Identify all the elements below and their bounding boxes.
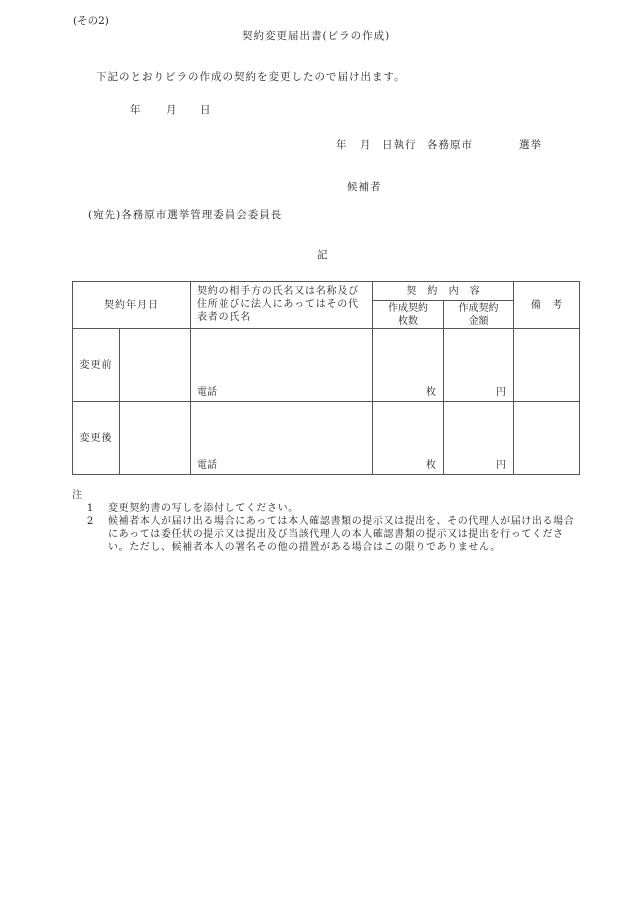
page-title: 契約変更届出書(ビラの作成)	[242, 30, 391, 42]
intro-text: 下記のとおりビラの作成の契約を変更したので届け出ます。	[96, 71, 406, 83]
ki-marker: 記	[317, 249, 328, 261]
counterparty-cell-before[interactable]	[191, 329, 373, 402]
note-number: 2	[86, 516, 94, 527]
day-label: 日	[200, 104, 211, 116]
table-row-after	[73, 402, 580, 475]
notes-heading: 注	[72, 490, 82, 501]
election-day-exec-label: 日執行	[382, 139, 417, 151]
notes-section	[72, 489, 582, 554]
row-label-after: 変更後	[73, 402, 120, 475]
header-sheets: 作成契約枚数	[373, 301, 444, 329]
election-year-label: 年	[336, 139, 347, 151]
remarks-cell-after[interactable]	[514, 402, 580, 475]
remarks-cell-before[interactable]	[514, 329, 580, 402]
header-contract-date: 契約年月日	[73, 282, 191, 329]
header-amount: 作成契約金額	[444, 301, 514, 329]
contract-date-cell-before[interactable]	[120, 329, 191, 402]
sheets-cell-before[interactable]	[373, 329, 444, 402]
phone-label-after: 電話	[197, 460, 217, 471]
note-item-2	[72, 515, 582, 554]
month-label: 月	[166, 104, 177, 116]
election-label: 選挙	[519, 139, 542, 151]
row-label-before: 変更前	[73, 329, 120, 402]
phone-label-before: 電話	[197, 387, 217, 398]
table-row-before	[73, 329, 580, 402]
contract-date-cell-after[interactable]	[120, 402, 191, 475]
addressee: (宛先)各務原市選挙管理委員会委員長	[88, 209, 283, 221]
note-text: 候補者本人が届け出る場合にあっては本人確認書類の提示又は提出を、その代理人が届け出る場合にあっては委任状の提示又は提出及び当該代理人の本人確認書類の提示又は提出を行ってください。ただし、候補者本人の署名その他の措置がある場合はこの限りでありません。	[108, 516, 575, 553]
contract-change-table	[72, 281, 580, 475]
counterparty-cell-after[interactable]	[191, 402, 373, 475]
amount-unit-before: 円	[496, 387, 507, 398]
form-number: (その2)	[73, 15, 109, 27]
year-label: 年	[130, 104, 141, 116]
candidate-label: 候補者	[347, 181, 382, 193]
header-contract-content: 契 約 内 容	[373, 282, 514, 301]
sheets-cell-after[interactable]	[373, 402, 444, 475]
header-remarks: 備 考	[514, 282, 580, 329]
amount-unit-after: 円	[496, 460, 507, 471]
sheets-unit-before: 枚	[426, 387, 436, 398]
city-name: 各務原市	[427, 139, 473, 151]
note-item-1	[72, 502, 582, 515]
sheets-unit-after: 枚	[426, 460, 436, 471]
note-text: 変更契約書の写しを添付してください。	[108, 503, 299, 514]
amount-cell-before[interactable]	[444, 329, 514, 402]
header-counterparty: 契約の相手方の氏名又は名称及び住所並びに法人にあってはその代表者の氏名	[191, 282, 373, 329]
note-number: 1	[86, 503, 94, 514]
election-month-label: 月	[360, 139, 371, 151]
amount-cell-after[interactable]	[444, 402, 514, 475]
